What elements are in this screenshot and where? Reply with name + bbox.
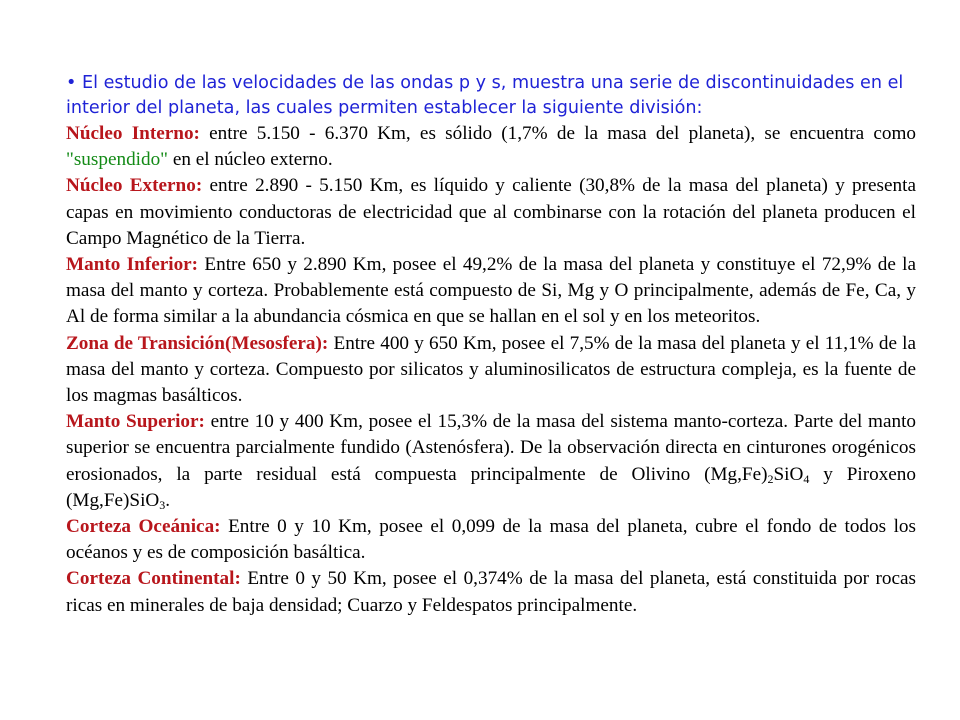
suspended-highlight: "suspendido" xyxy=(66,149,169,171)
pyroxene-subscript-3: 3 xyxy=(159,497,166,512)
inner-core-label: Núcleo Interno: xyxy=(66,123,200,144)
transition-zone-label: Zona de Transición(Mesosfera): xyxy=(66,332,329,354)
olivine-subscript-2: 2 xyxy=(767,471,774,486)
pyroxene-formula-part: (Mg,Fe)SiO xyxy=(66,489,160,511)
intro-paragraph xyxy=(66,71,916,121)
upper-mantle-paragraph xyxy=(66,409,916,514)
lower-mantle-label: Manto Inferior: xyxy=(66,254,199,276)
oceanic-crust-text: Entre 0 y 10 Km, posee el 0,099 de la masa del planeta, cubre el fondo de todos los océanos y es de composición basáltica. xyxy=(66,516,916,564)
upper-mantle-middle: y Piroxeno xyxy=(809,463,916,485)
lower-mantle-text: Entre 650 y 2.890 Km, posee el 49,2% de la masa del planeta y constituye el 72,9% de la masa del manto y corteza. Probablemente está compuesto de Si, Mg y O principalmente, además de Fe, Ca, y Al de forma similar a la abundancia cósmica en que se hallan en el sol y en los meteoritos. xyxy=(66,254,916,328)
continental-crust-text: Entre 0 y 50 Km, posee el 0,374% de la masa del planeta, está constituida por rocas ricas en minerales de baja densidad; Cuarzo y Feldespatos principalmente. xyxy=(66,568,916,616)
olivine-formula-part: (Mg,Fe) xyxy=(704,463,768,485)
slide-content xyxy=(66,71,916,619)
pyroxene-formula xyxy=(66,490,165,511)
upper-mantle-end: . xyxy=(165,489,171,511)
inner-core-text: entre 5.150 - 6.370 Km, es sólido (1,7% de la masa del planeta), se encuentra como xyxy=(199,123,917,144)
intro-text: El estudio de las velocidades de las ondas p y s, muestra una serie de discontinuidades en el interior del planeta, las cuales permiten establecer la siguiente división: xyxy=(66,73,904,118)
outer-core-label: Núcleo Externo: xyxy=(66,175,203,197)
continental-crust-paragraph xyxy=(66,566,916,618)
olivine-subscript-4: 4 xyxy=(803,471,810,486)
olivine-formula xyxy=(704,464,809,485)
upper-mantle-label: Manto Superior: xyxy=(66,411,205,433)
layers-description xyxy=(66,121,916,619)
lower-mantle-paragraph xyxy=(66,252,916,331)
transition-zone-paragraph xyxy=(66,331,916,410)
outer-core-paragraph xyxy=(66,173,916,252)
olivine-formula-part: SiO xyxy=(773,463,804,485)
upper-mantle-text: entre 10 y 400 Km, posee el 15,3% de la masa del sistema manto-corteza. Parte del manto superior se encuentra parcialmente fundido (Astenósfera). De la observación directa en cinturones orogénicos erosionados, la parte residual está compuesta principalmente de Olivino xyxy=(66,411,916,485)
oceanic-crust-paragraph xyxy=(66,514,916,566)
continental-crust-label: Corteza Continental: xyxy=(66,568,241,590)
bullet-icon: • xyxy=(66,73,77,93)
transition-zone-text: Entre 400 y 650 Km, posee el 7,5% de la masa del planeta y el 11,1% de la masa del manto y corteza. Compuesto por silicatos y aluminosilicatos de estructura compleja, es la fuente de los magmas basálticos. xyxy=(66,332,916,407)
inner-core-text-end: en el núcleo externo. xyxy=(168,149,333,171)
outer-core-text: entre 2.890 - 5.150 Km, es líquido y caliente (30,8% de la masa del planeta) y presenta capas en movimiento conductoras de electricidad que al combinarse con la rotación del planeta producen el Campo Magnético de la Tierra. xyxy=(66,175,916,249)
inner-core-paragraph xyxy=(66,121,916,173)
oceanic-crust-label: Corteza Oceánica: xyxy=(66,516,221,538)
